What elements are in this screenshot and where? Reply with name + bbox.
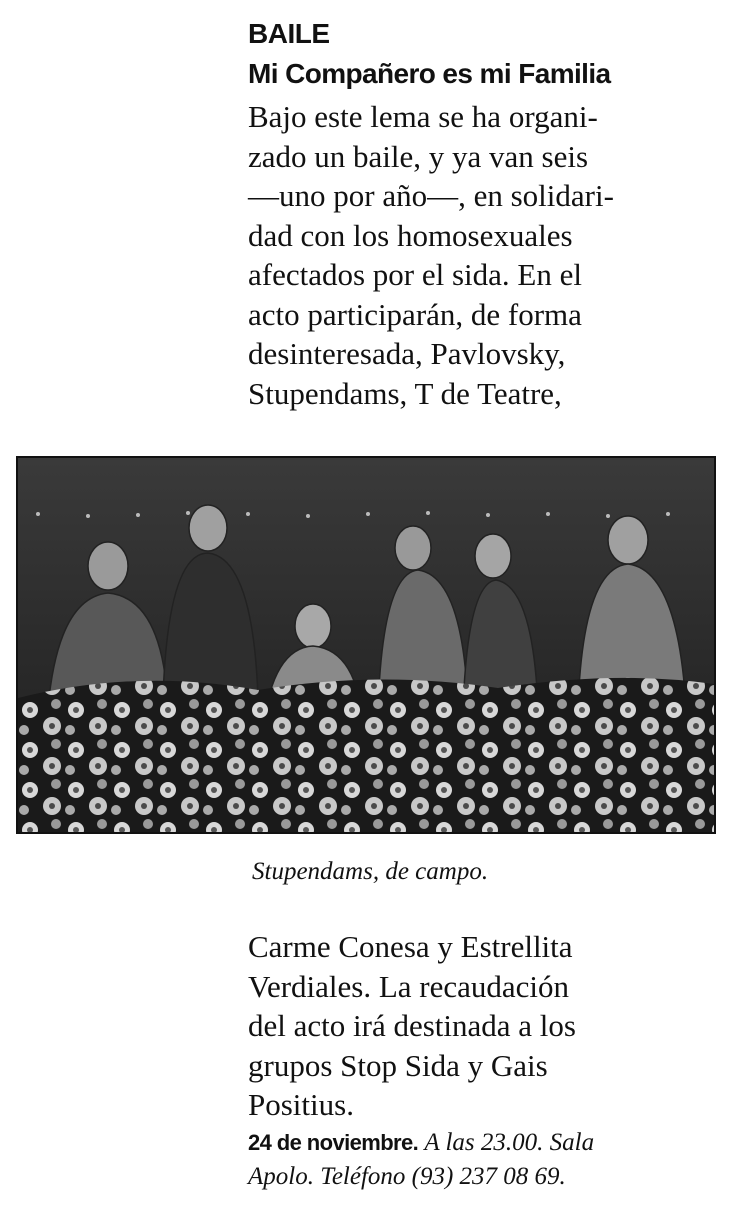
- intro-line: desinteresada, Pavlovsky,: [248, 336, 566, 371]
- intro-line: Stupendams, T de Teatre,: [248, 375, 562, 411]
- group-photo: [16, 456, 716, 834]
- intro-paragraph: [248, 97, 614, 413]
- intro-line: afectados por el sida. En el: [248, 257, 582, 292]
- closing-line: grupos Stop Sida y Gais: [248, 1047, 548, 1083]
- intro-line: dad con los homosexuales: [248, 217, 573, 253]
- event-venue-phone: Apolo. Teléfono (93) 237 08 69.: [248, 1163, 566, 1190]
- intro-line: acto participarán, de forma: [248, 296, 582, 332]
- section-label: BAILE: [248, 18, 330, 49]
- closing-line: Carme Conesa y Estrellita: [248, 929, 573, 964]
- closing-paragraph: [248, 927, 576, 1125]
- intro-line: Bajo este lema se ha organi-: [248, 99, 598, 134]
- event-info: [248, 1126, 594, 1194]
- event-date: 24 de noviembre.: [248, 1130, 419, 1155]
- closing-line: Verdiales. La recaudación: [248, 968, 570, 1004]
- intro-line: —uno por año—, en solidari-: [248, 178, 614, 213]
- closing-line: del acto irá destinada a los: [248, 1008, 576, 1043]
- closing-line: Positius.: [248, 1087, 354, 1122]
- intro-line: zado un baile, y ya van seis: [248, 138, 589, 174]
- article-headline: Mi Compañero es mi Familia: [248, 58, 611, 89]
- event-time-venue: A las 23.00. Sala: [424, 1129, 595, 1156]
- photo-caption: Stupendams, de campo.: [252, 858, 489, 885]
